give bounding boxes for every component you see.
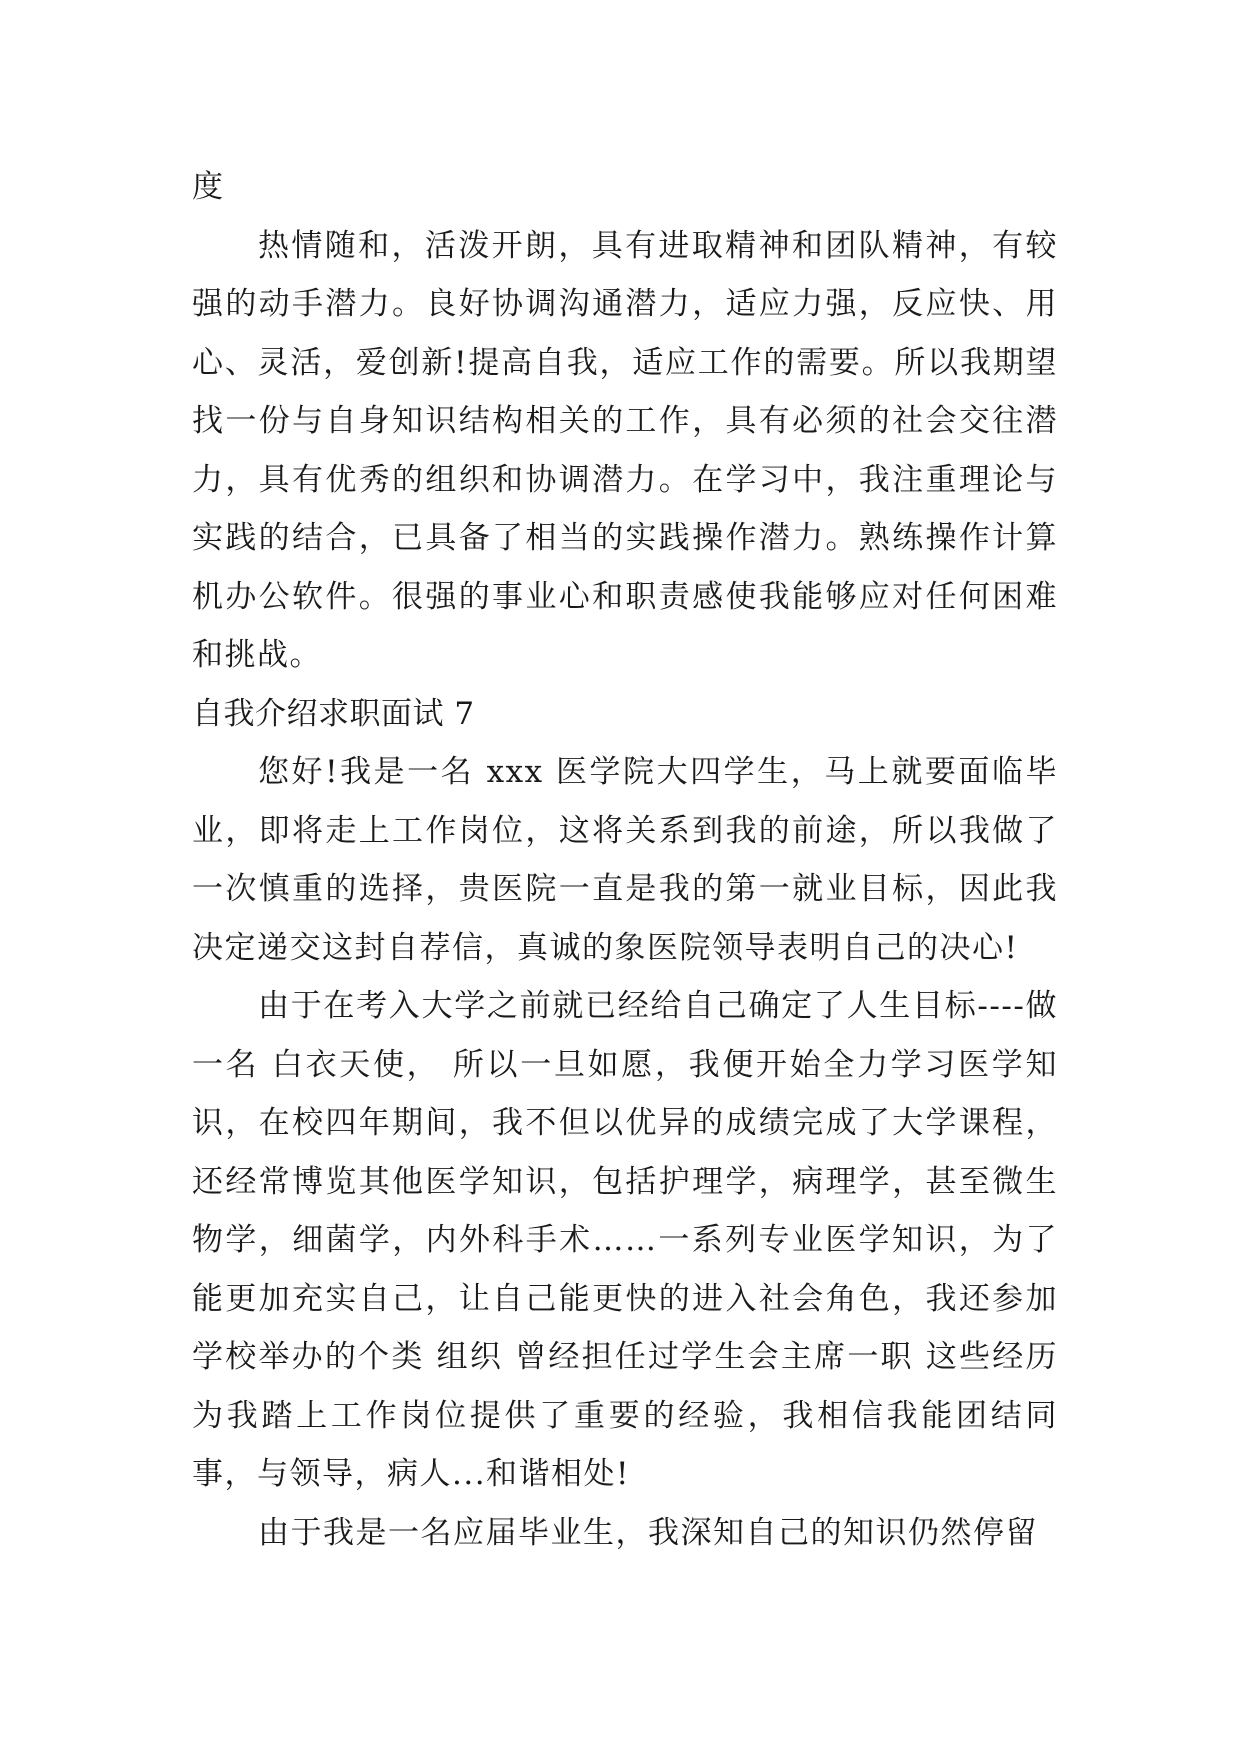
continued-text-fragment: 度 xyxy=(192,169,225,205)
section-heading: 自我介绍求职面试 7 xyxy=(192,695,475,732)
paragraph-graduate: 由于我是一名应届毕业生，我深知自己的知识仍然停留 xyxy=(258,1514,1038,1551)
document-body xyxy=(192,158,1058,1562)
paragraph-greeting: 您好!我是一名 xxx 医学院大四学生，马上就要面临毕业，即将走上工作岗位，这将关系到我的前途，所以我做了一次慎重的选择，贵医院一直是我的第一就业目标，因此我决定递交这封自荐信，真诚的象医院领导表明自己的决心! xyxy=(192,754,1058,966)
paragraph-self-description: 热情随和，活泼开朗，具有进取精神和团队精神，有较强的动手潜力。良好协调沟通潜力，适应力强，反应快、用心、灵活，爱创新!提高自我，适应工作的需要。所以我期望找一份与自身知识结构相关的工作，具有必须的社会交往潜力，具有优秀的组织和协调潜力。在学习中，我注重理论与实践的结合，已具备了相当的实践操作潜力。熟练操作计算机办公软件。很强的事业心和职责感使我能够应对任何困难和挑战。 xyxy=(192,227,1058,673)
paragraph-education: 由于在考入大学之前就已经给自己确定了人生目标----做一名 白衣天使， 所以一旦如愿，我便开始全力学习医学知识，在校四年期间，我不但以优异的成绩完成了大学课程，还经常博览其他医学知识，包括护理学，病理学，甚至微生物学，细菌学，内外科手术……一系列专业医学知识，为了能更加充实自己，让自己能更快的进入社会角色，我还参加学校举办的个类 组织 曾经担任过学生会主席一职 这些经历为我踏上工作岗位提供了重要的经验，我相信我能团结同事，与领导，病人...和谐相处! xyxy=(192,988,1058,1492)
